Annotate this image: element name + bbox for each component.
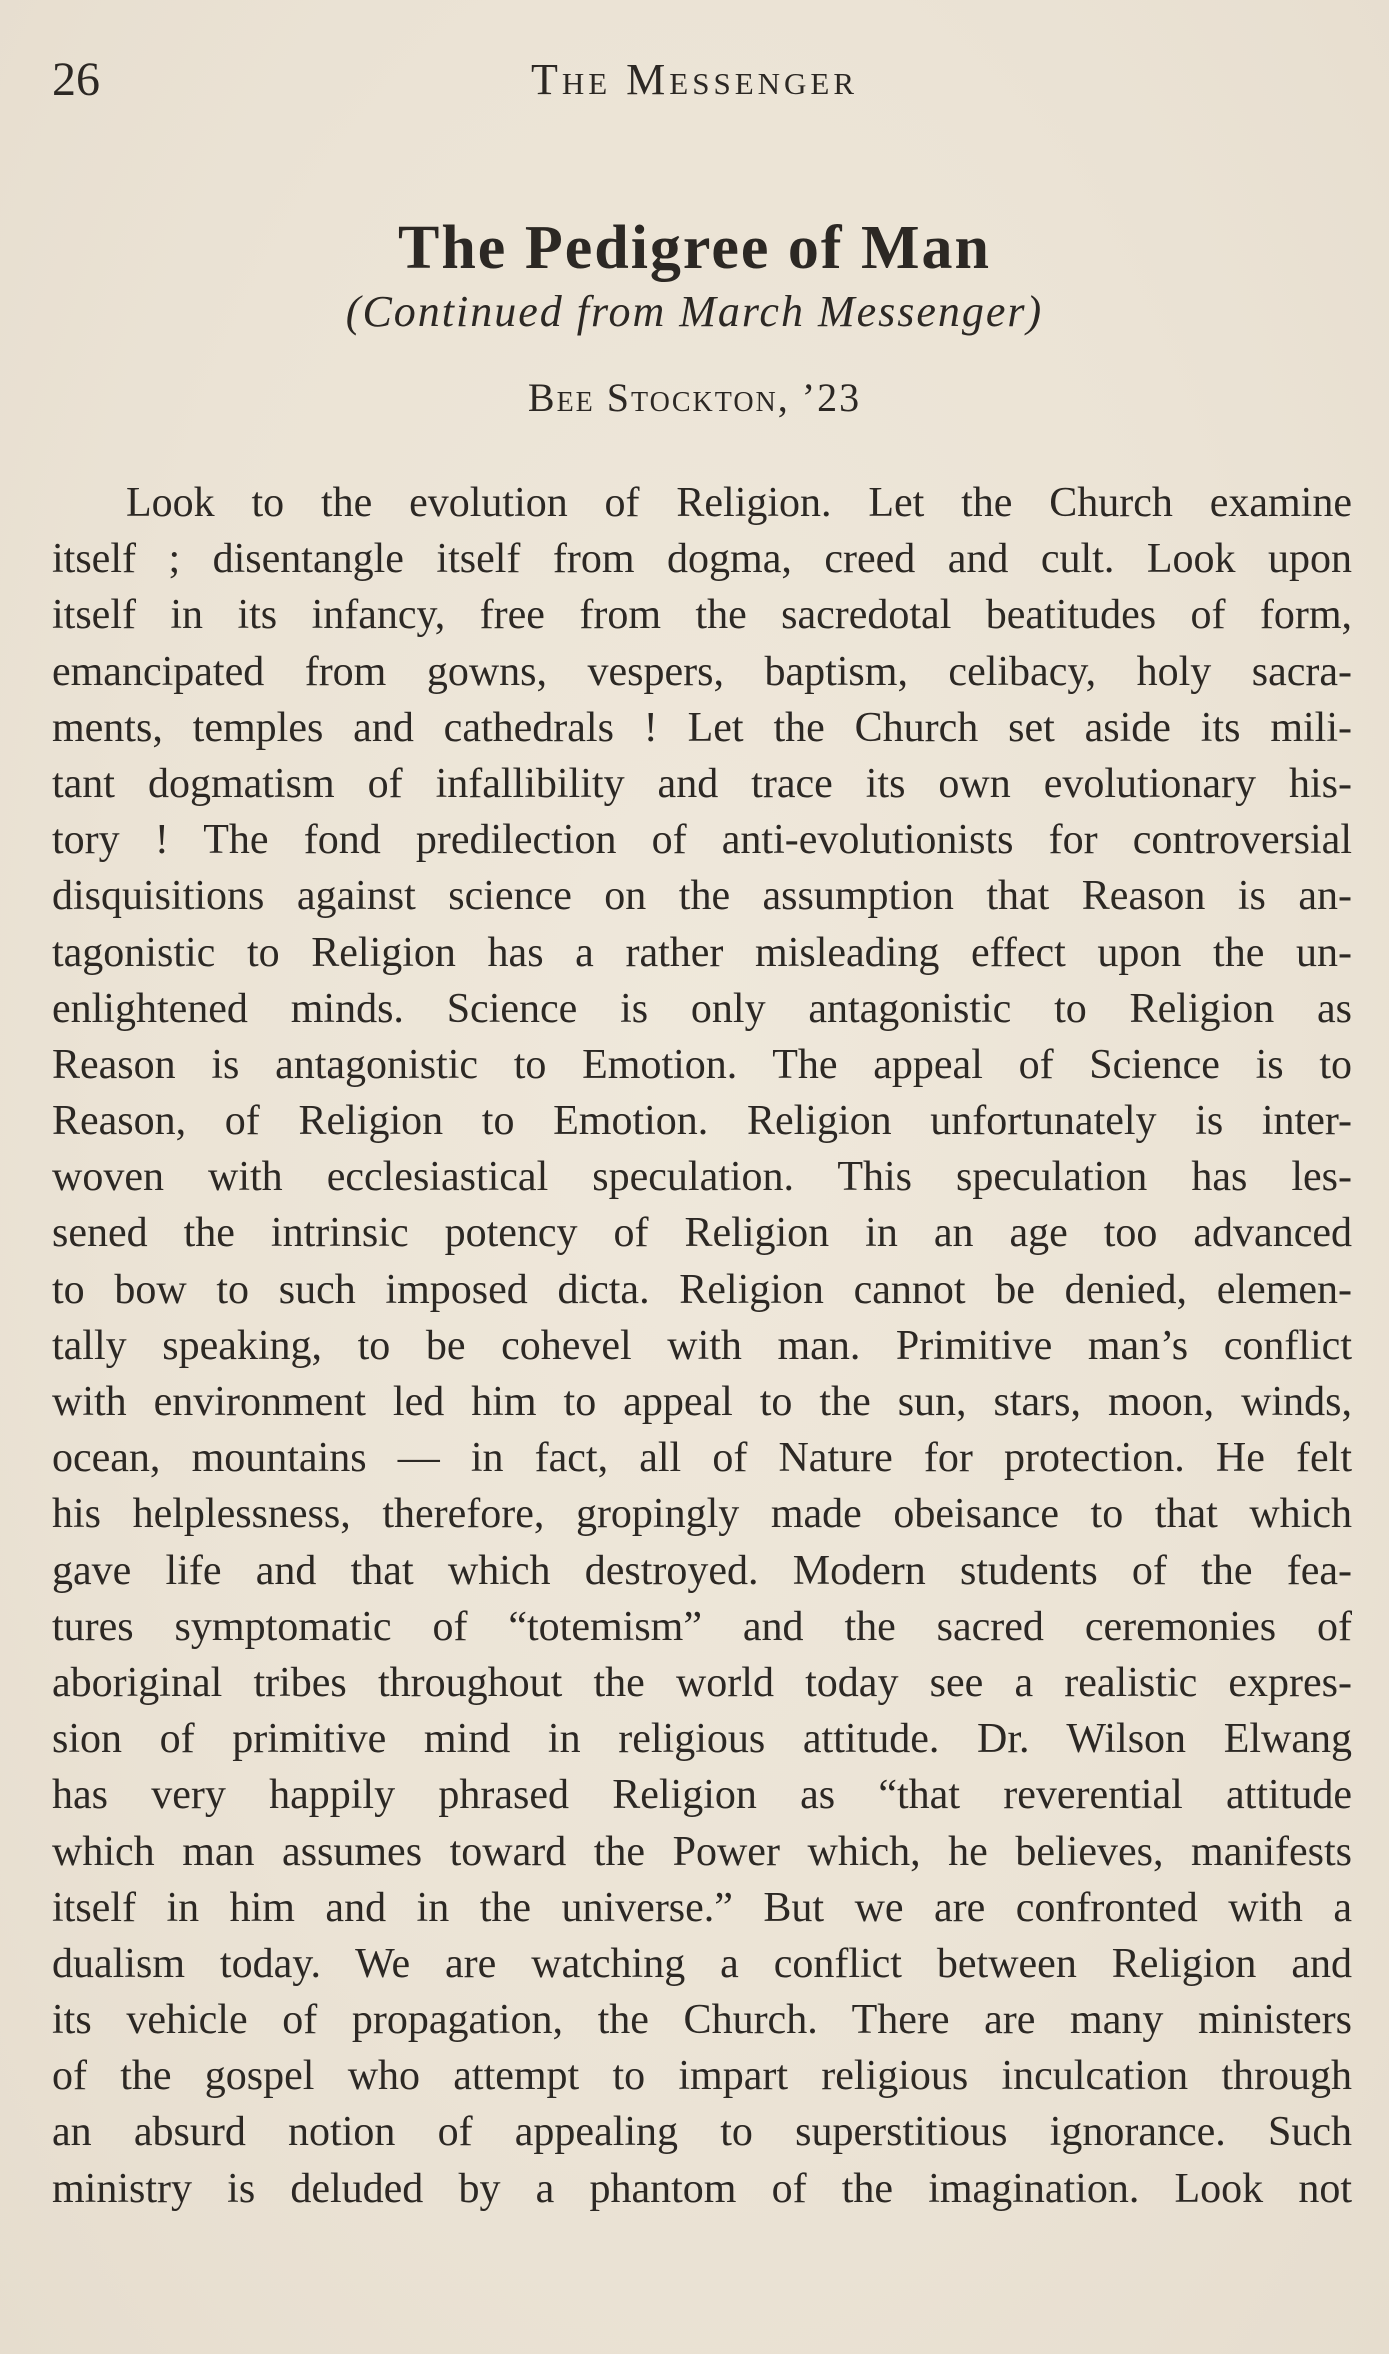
- text-line: disquisitions against science on the assumption that Reason is an-: [52, 873, 1352, 920]
- journal-title: The Messenger: [530, 55, 859, 104]
- article-body: [52, 475, 1352, 2217]
- running-head: [0, 50, 1389, 110]
- page-number: 26: [52, 53, 100, 106]
- text-line: which man assumes toward the Power which, he believes, manifests: [52, 1828, 1352, 1875]
- text-line: Reason is antagonistic to Emotion. The appeal of Science is to: [52, 1041, 1352, 1088]
- text-line: dualism today. We are watching a conflict between Religion and: [52, 1940, 1352, 1987]
- text-line: Reason, of Religion to Emotion. Religion unfortunately is inter-: [52, 1098, 1352, 1145]
- text-line: sened the intrinsic potency of Religion in an age too advanced: [52, 1210, 1352, 1257]
- text-line: gave life and that which destroyed. Modern students of the fea-: [52, 1547, 1352, 1594]
- text-line: an absurd notion of appealing to superstitious ignorance. Such: [52, 2109, 1352, 2156]
- text-line: Look to the evolution of Religion. Let the Church examine: [126, 480, 1352, 526]
- article-subtitle: (Continued from March Messenger): [345, 287, 1044, 336]
- author-byline: Bee Stockton, ’23: [527, 375, 862, 420]
- text-line: to bow to such imposed dicta. Religion cannot be denied, elemen-: [52, 1266, 1352, 1313]
- text-line: ments, temples and cathedrals ! Let the Church set aside its mili-: [52, 704, 1352, 751]
- text-line: woven with ecclesiastical speculation. This speculation has les-: [52, 1154, 1352, 1201]
- article-title: The Pedigree of Man: [397, 214, 992, 282]
- text-line: tant dogmatism of infallibility and trace its own evolutionary his-: [52, 760, 1352, 807]
- text-line: tures symptomatic of “totemism” and the sacred ceremonies of: [52, 1603, 1352, 1650]
- text-line: itself in him and in the universe.” But we are confronted with a: [52, 1884, 1352, 1931]
- text-line: emancipated from gowns, vespers, baptism, celibacy, holy sacra-: [52, 648, 1352, 695]
- text-line: has very happily phrased Religion as “that reverential attitude: [52, 1772, 1352, 1819]
- text-line: ministry is deluded by a phantom of the imagination. Look not: [52, 2165, 1352, 2212]
- text-line: tagonistic to Religion has a rather misleading effect upon the un-: [52, 929, 1352, 976]
- text-line: itself ; disentangle itself from dogma, creed and cult. Look upon: [52, 536, 1352, 583]
- text-line: his helplessness, therefore, gropingly made obeisance to that which: [52, 1491, 1352, 1538]
- text-line: of the gospel who attempt to impart religious inculcation through: [52, 2053, 1352, 2100]
- text-line: with environment led him to appeal to the sun, stars, moon, winds,: [52, 1379, 1352, 1425]
- text-line: itself in its infancy, free from the sacredotal beatitudes of form,: [52, 592, 1352, 639]
- text-line: enlightened minds. Science is only antagonistic to Religion as: [52, 985, 1352, 1032]
- text-line: tory ! The fond predilection of anti-evolutionists for controversial: [52, 817, 1352, 864]
- text-line: its vehicle of propagation, the Church. There are many ministers: [52, 1997, 1352, 2044]
- text-line: sion of primitive mind in religious attitude. Dr. Wilson Elwang: [52, 1716, 1352, 1763]
- text-line: tally speaking, to be cohevel with man. Primitive man’s conflict: [52, 1322, 1352, 1369]
- text-line: ocean, mountains — in fact, all of Nature for protection. He felt: [52, 1435, 1352, 1482]
- text-line: aboriginal tribes throughout the world today see a realistic expres-: [52, 1659, 1352, 1706]
